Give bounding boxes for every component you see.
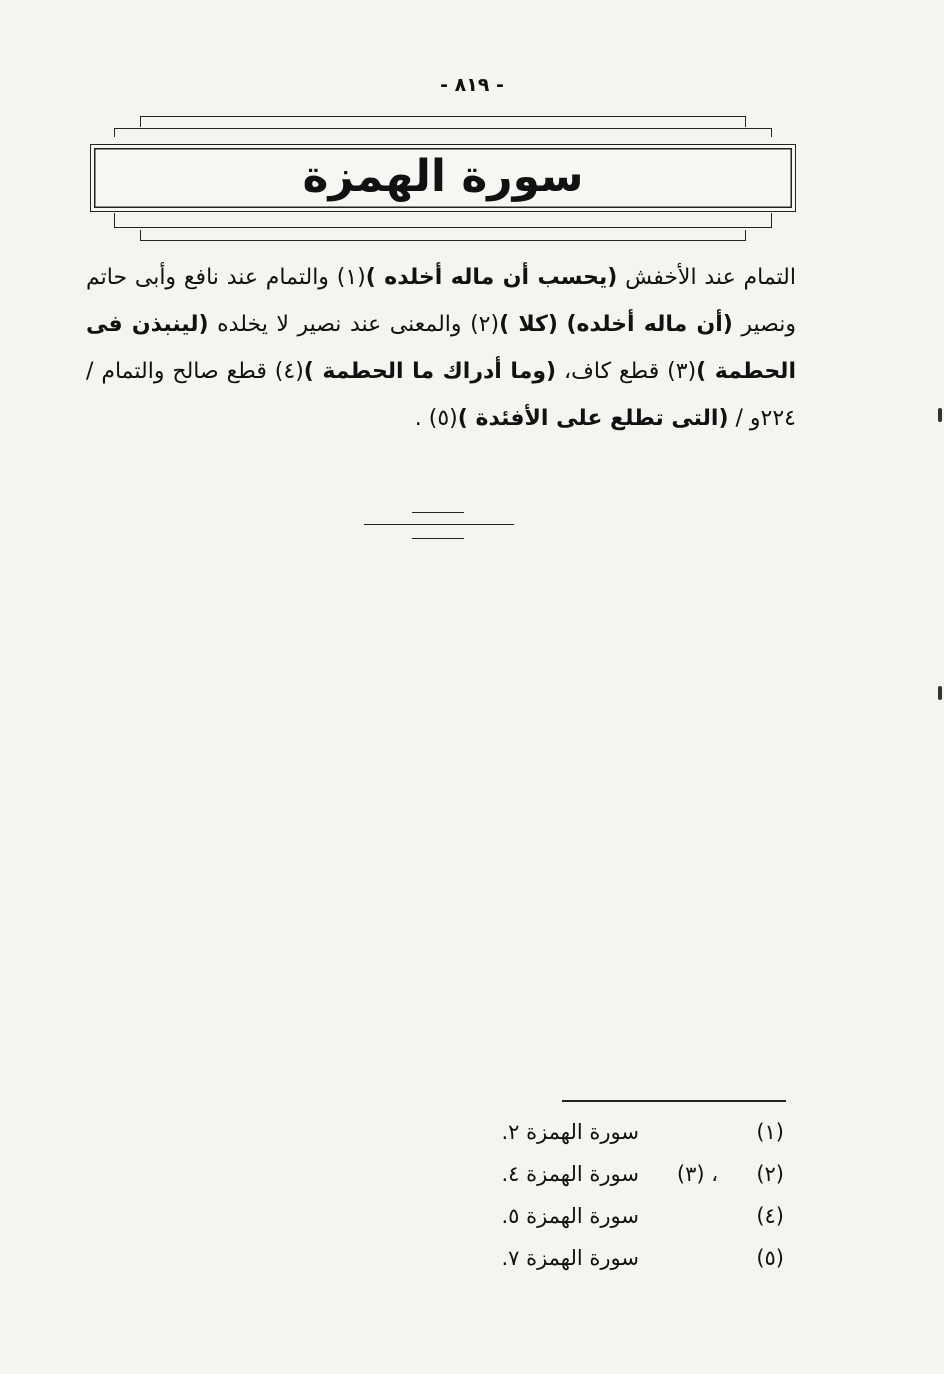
separator-line (412, 512, 464, 513)
body-text-segment: (٤) قطع صالح والتمام / ٢٢٤و / (86, 359, 796, 431)
quran-quote: (كلا ) (499, 312, 558, 337)
title-frame-outer-bottom (140, 230, 746, 241)
quran-quote: (لينبذن فى الحطمة ) (86, 312, 796, 384)
footnote-text: سورة الهمزة ٥. (501, 1204, 639, 1228)
footnote-number: (١) (756, 1120, 784, 1144)
surah-title: سورة الهمزة (302, 150, 584, 202)
separator-line (364, 524, 514, 525)
title-frame-inner-bottom (114, 213, 772, 228)
page-number: - ٨١٩ - (440, 74, 504, 96)
footnote-text: سورة الهمزة ٧. (501, 1246, 639, 1270)
footnote-number: (٥) (756, 1246, 784, 1270)
body-text-segment: التمام عند الأخفش (617, 265, 796, 290)
title-frame-outer-top (140, 116, 746, 127)
scan-edge-mark (938, 408, 942, 422)
body-text-segment: (٢) والمعنى عند نصير لا يخلده (208, 312, 500, 337)
body-paragraph (86, 254, 796, 442)
quran-quote: (يحسب أن ماله أخلده ) (365, 265, 618, 290)
scan-edge-mark (938, 686, 942, 700)
footnote-rule (562, 1100, 786, 1102)
footnote-number-extra: ، (٣) (676, 1162, 718, 1186)
footnote-text: سورة الهمزة ٤. (501, 1162, 639, 1186)
footnote-text: سورة الهمزة ٢. (501, 1120, 639, 1144)
body-text-segment: (٥) . (414, 406, 458, 431)
body-text-segment: (٣) قطع كاف، (556, 359, 697, 384)
quran-quote: (أن ماله أخلده) (566, 312, 733, 337)
separator-line (412, 538, 464, 539)
footnote-number: (٤) (756, 1204, 784, 1228)
title-frame (90, 144, 796, 212)
body-text-segment: (١) والتمام عند نافع وأبى حاتم ونصير (86, 265, 796, 337)
title-frame-inner-top (114, 128, 772, 137)
footnote-number: (٢) (756, 1162, 784, 1186)
quran-quote: (وما أدراك ما الحطمة ) (303, 359, 557, 384)
quran-quote: (التى تطلع على الأفئدة ) (457, 406, 729, 431)
